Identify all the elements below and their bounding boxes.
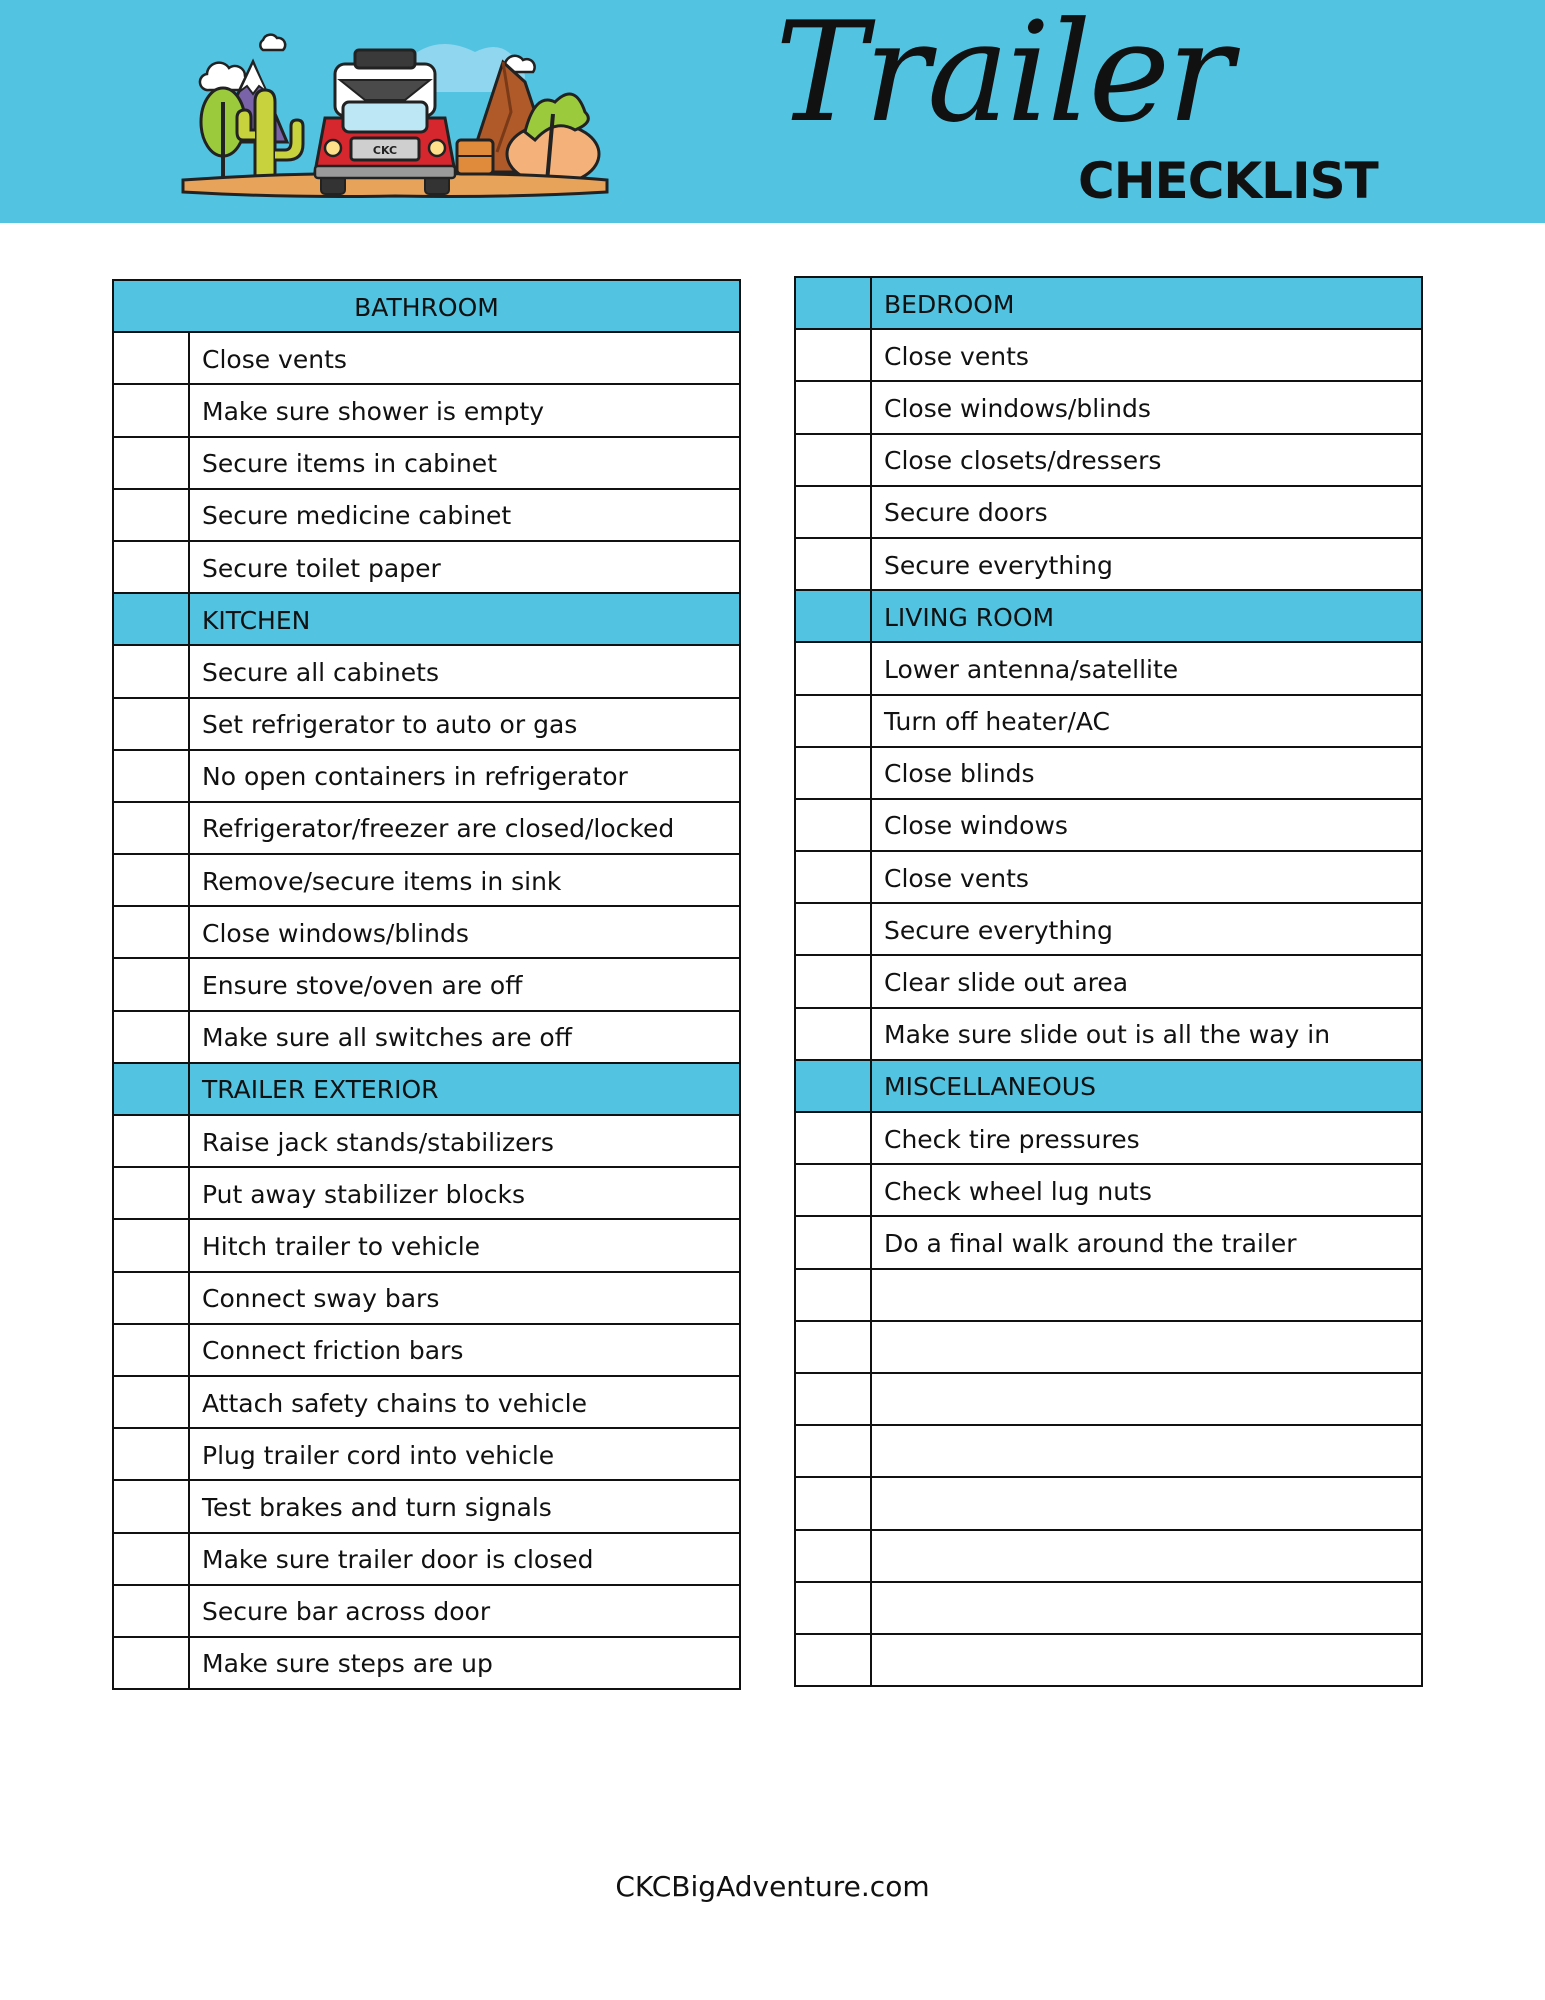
- checklist-row: [795, 1321, 1422, 1373]
- checklist-item-label: [871, 1477, 1422, 1529]
- checklist-row: [795, 851, 1422, 903]
- section-header: [113, 1063, 740, 1115]
- checkbox[interactable]: [113, 541, 189, 593]
- checklist-item-label: Clear slide out area: [871, 955, 1422, 1007]
- checklist-item-label: [871, 1425, 1422, 1477]
- checklist-row: [795, 1634, 1422, 1686]
- section-heading: LIVING ROOM: [871, 590, 1422, 642]
- section-heading: TRAILER EXTERIOR: [189, 1063, 740, 1115]
- checklist-row: [113, 1011, 740, 1063]
- checklist-row: [113, 437, 740, 489]
- section-heading-spacer: [795, 277, 871, 329]
- checklist-row: [113, 541, 740, 593]
- checklist-item-label: [871, 1634, 1422, 1686]
- checklist-row: [113, 958, 740, 1010]
- checklist-item-label: Raise jack stands/stabilizers: [189, 1115, 740, 1167]
- checklist-item-label: Put away stabilizer blocks: [189, 1167, 740, 1219]
- checkbox[interactable]: [795, 747, 871, 799]
- checklist-item-label: Secure doors: [871, 486, 1422, 538]
- checkbox[interactable]: [795, 1634, 871, 1686]
- checklist-row: [113, 1324, 740, 1376]
- checkbox[interactable]: [795, 538, 871, 590]
- checklist-row: [113, 1637, 740, 1689]
- checklist-row: [795, 1269, 1422, 1321]
- checklist-item-label: Close windows/blinds: [189, 906, 740, 958]
- checklist-item-label: Close vents: [189, 332, 740, 384]
- checklist-row: [795, 381, 1422, 433]
- checkbox[interactable]: [113, 1219, 189, 1271]
- checklist-row: [795, 1373, 1422, 1425]
- camper-truck-desert-illustration: [175, 22, 615, 212]
- checkbox[interactable]: [795, 695, 871, 747]
- checklist-item-label: Close windows: [871, 799, 1422, 851]
- checklist-row: [113, 698, 740, 750]
- checklist-row: [113, 1428, 740, 1480]
- checklist-item-label: Set refrigerator to auto or gas: [189, 698, 740, 750]
- checkbox[interactable]: [795, 851, 871, 903]
- checkbox[interactable]: [113, 958, 189, 1010]
- checkbox[interactable]: [795, 1269, 871, 1321]
- section-heading-spacer: [113, 593, 189, 645]
- section-header: [795, 277, 1422, 329]
- checklist-item-label: Turn off heater/AC: [871, 695, 1422, 747]
- checklist-item-label: Do a final walk around the trailer: [871, 1216, 1422, 1268]
- checkbox[interactable]: [113, 1115, 189, 1167]
- checkbox[interactable]: [113, 489, 189, 541]
- checklist-item-label: [871, 1582, 1422, 1634]
- title-script: Trailer: [775, 0, 1231, 153]
- checklist-row: [113, 1376, 740, 1428]
- section-header: [113, 280, 740, 332]
- checklist-row: [113, 1272, 740, 1324]
- checklist-row: [113, 332, 740, 384]
- checklist-item-label: Close vents: [871, 329, 1422, 381]
- checklist-item-label: Test brakes and turn signals: [189, 1480, 740, 1532]
- footer-website: CKCBigAdventure.com: [615, 1870, 930, 1903]
- checkbox[interactable]: [795, 381, 871, 433]
- checklist-item-label: Check wheel lug nuts: [871, 1164, 1422, 1216]
- checklist-row: [795, 486, 1422, 538]
- checklist-item-label: [871, 1373, 1422, 1425]
- checklist-item-label: Ensure stove/oven are off: [189, 958, 740, 1010]
- checkbox[interactable]: [113, 802, 189, 854]
- section-heading-spacer: [795, 590, 871, 642]
- checklist-row: [113, 384, 740, 436]
- checklist-item-label: Close vents: [871, 851, 1422, 903]
- section-heading: BATHROOM: [113, 280, 740, 332]
- checklist-item-label: Secure items in cabinet: [189, 437, 740, 489]
- section-heading-spacer: [795, 1060, 871, 1112]
- checklist-row: [113, 1115, 740, 1167]
- checklist-row: [795, 1477, 1422, 1529]
- checklist-item-label: Make sure slide out is all the way in: [871, 1008, 1422, 1060]
- checklist-row: [113, 802, 740, 854]
- section-heading-spacer: [113, 1063, 189, 1115]
- section-header: [795, 590, 1422, 642]
- checklist-row: [113, 854, 740, 906]
- checkbox[interactable]: [113, 332, 189, 384]
- checklist-item-label: Lower antenna/satellite: [871, 642, 1422, 694]
- checklist-item-label: Close closets/dressers: [871, 434, 1422, 486]
- checkbox[interactable]: [113, 384, 189, 436]
- checklist-row: [795, 1530, 1422, 1582]
- checkbox[interactable]: [113, 1637, 189, 1689]
- checkbox[interactable]: [795, 1373, 871, 1425]
- svg-text:CKC: CKC: [372, 144, 398, 157]
- section-heading: BEDROOM: [871, 277, 1422, 329]
- section-header: [113, 593, 740, 645]
- checklist-item-label: Refrigerator/freezer are closed/locked: [189, 802, 740, 854]
- checkbox[interactable]: [113, 1585, 189, 1637]
- checklist-row: [795, 1425, 1422, 1477]
- checkbox[interactable]: [113, 1011, 189, 1063]
- checkbox[interactable]: [113, 750, 189, 802]
- checkbox[interactable]: [113, 1272, 189, 1324]
- checklist-row: [795, 1216, 1422, 1268]
- checklist-item-label: Secure medicine cabinet: [189, 489, 740, 541]
- checklist-row: [113, 750, 740, 802]
- checkbox[interactable]: [795, 434, 871, 486]
- checklist-table-right: [794, 276, 1423, 1687]
- checkbox[interactable]: [795, 1477, 871, 1529]
- header-banner: [0, 0, 1545, 223]
- checkbox[interactable]: [795, 1582, 871, 1634]
- checklist-row: [113, 1533, 740, 1585]
- checkbox[interactable]: [113, 1167, 189, 1219]
- checklist-item-label: Hitch trailer to vehicle: [189, 1219, 740, 1271]
- checklist-row: [795, 695, 1422, 747]
- checklist-item-label: Connect friction bars: [189, 1324, 740, 1376]
- checklist-row: [113, 645, 740, 697]
- title-subtitle: CHECKLIST: [1078, 152, 1378, 210]
- checkbox[interactable]: [113, 1324, 189, 1376]
- checklist-item-label: Secure all cabinets: [189, 645, 740, 697]
- checkbox[interactable]: [795, 1112, 871, 1164]
- checklist-item-label: Secure everything: [871, 903, 1422, 955]
- checkbox[interactable]: [795, 1008, 871, 1060]
- checklist-item-label: No open containers in refrigerator: [189, 750, 740, 802]
- checkbox[interactable]: [113, 854, 189, 906]
- checklist-item-label: Remove/secure items in sink: [189, 854, 740, 906]
- checklist-row: [795, 955, 1422, 1007]
- checklist-row: [795, 1164, 1422, 1216]
- checklist-item-label: Secure everything: [871, 538, 1422, 590]
- checkbox[interactable]: [795, 486, 871, 538]
- checklist-row: [795, 1008, 1422, 1060]
- checklist-row: [113, 1219, 740, 1271]
- checkbox[interactable]: [113, 437, 189, 489]
- checklist-row: [113, 1585, 740, 1637]
- checklist-item-label: [871, 1269, 1422, 1321]
- checkbox[interactable]: [113, 1428, 189, 1480]
- checkbox[interactable]: [113, 645, 189, 697]
- checklist-row: [113, 1167, 740, 1219]
- checklist-item-label: Secure bar across door: [189, 1585, 740, 1637]
- checkbox[interactable]: [795, 1425, 871, 1477]
- checklist-item-label: Close blinds: [871, 747, 1422, 799]
- checklist-item-label: Plug trailer cord into vehicle: [189, 1428, 740, 1480]
- checklist-item-label: Connect sway bars: [189, 1272, 740, 1324]
- checklist-row: [113, 489, 740, 541]
- checkbox[interactable]: [795, 1321, 871, 1373]
- checkbox[interactable]: [795, 1164, 871, 1216]
- checklist-item-label: [871, 1321, 1422, 1373]
- checklist-item-label: Check tire pressures: [871, 1112, 1422, 1164]
- checklist-row: [795, 642, 1422, 694]
- checkbox[interactable]: [113, 1480, 189, 1532]
- checkbox[interactable]: [795, 329, 871, 381]
- checklist-row: [795, 903, 1422, 955]
- checkbox[interactable]: [795, 955, 871, 1007]
- checkbox[interactable]: [113, 1376, 189, 1428]
- checklist-item-label: [871, 1530, 1422, 1582]
- checklist-item-label: Make sure trailer door is closed: [189, 1533, 740, 1585]
- checkbox[interactable]: [795, 1530, 871, 1582]
- checklist-row: [795, 434, 1422, 486]
- section-heading: KITCHEN: [189, 593, 740, 645]
- checkbox[interactable]: [113, 906, 189, 958]
- checklist-row: [795, 799, 1422, 851]
- checklist-item-label: Make sure all switches are off: [189, 1011, 740, 1063]
- checklist-row: [795, 1582, 1422, 1634]
- checklist-item-label: Close windows/blinds: [871, 381, 1422, 433]
- checklist-row: [795, 329, 1422, 381]
- checklist-item-label: Attach safety chains to vehicle: [189, 1376, 740, 1428]
- checklist-row: [795, 1112, 1422, 1164]
- checklist-item-label: Make sure shower is empty: [189, 384, 740, 436]
- checkbox[interactable]: [795, 642, 871, 694]
- checkbox[interactable]: [113, 698, 189, 750]
- checklist-item-label: Secure toilet paper: [189, 541, 740, 593]
- checklist-item-label: Make sure steps are up: [189, 1637, 740, 1689]
- checkbox[interactable]: [795, 903, 871, 955]
- section-header: [795, 1060, 1422, 1112]
- checklist-table-left: [112, 279, 741, 1690]
- checkbox[interactable]: [113, 1533, 189, 1585]
- checklist-row: [795, 538, 1422, 590]
- checkbox[interactable]: [795, 1216, 871, 1268]
- checkbox[interactable]: [795, 799, 871, 851]
- section-heading: MISCELLANEOUS: [871, 1060, 1422, 1112]
- checklist-row: [113, 906, 740, 958]
- checklist-row: [795, 747, 1422, 799]
- checklist-row: [113, 1480, 740, 1532]
